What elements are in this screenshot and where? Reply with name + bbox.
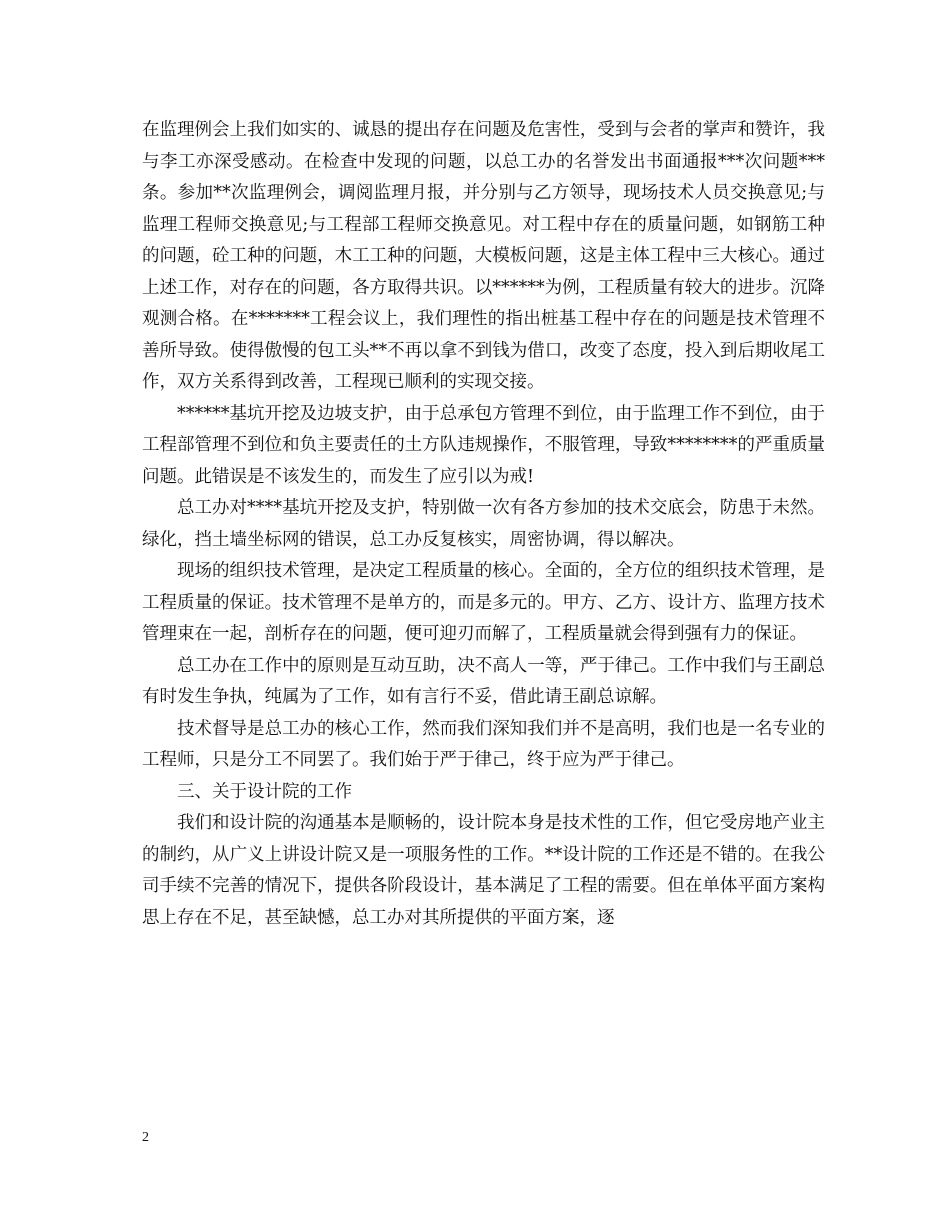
- paragraph-4: 现场的组织技术管理，是决定工程质量的核心。全面的，全方位的组织技术管理，是工程质量的保证。技术管理不是单方的，而是多元的。甲方、乙方、设计方、监理方技术管理束在一起，剖析存在的问题，便可迎刃而解了，工程质量就会得到强有力的保证。: [142, 561, 825, 644]
- paragraph-5: 总工办在工作中的原则是互动互助，决不高人一等，严于律己。工作中我们与王副总有时发生争执，纯属为了工作，如有言行不妥，借此请王副总谅解。: [142, 655, 825, 707]
- section-heading: 三、关于设计院的工作: [177, 781, 352, 802]
- paragraph-1: 在监理例会上我们如实的、诚恳的提出存在问题及危害性，受到与会者的掌声和赞许，我与李工亦深受感动。在检查中发现的问题，以总工办的名誉发出书面通报***次问题***条。参加**次监理例会，调阅监理月报，并分别与乙方领导，现场技术人员交换意见;与监理工程师交换意见;与工程部工程师交换意见。对工程中存在的质量问题，如钢筋工种的问题，砼工种的问题，木工工种的问题，大模板问题，这是主体工程中三大核心。通过上述工作，对存在的问题，各方取得共识。以******为例，工程质量有较大的进步。沉降观测合格。在*******工程会议上，我们理性的指出桩基工程中存在的问题是技术管理不善所导致。使得傲慢的包工头**不再以拿不到钱为借口，改变了态度，投入到后期收尾工作，双方关系得到改善，工程现已顺利的实现交接。: [142, 120, 825, 392]
- paragraph-3: 总工办对****基坑开挖及支护，特别做一次有各方参加的技术交底会，防患于未然。绿化，挡土墙坐标网的错误，总工办反复核实，周密协调，得以解决。: [142, 498, 825, 550]
- page-number: 2: [142, 1130, 149, 1145]
- paragraph-6: 技术督导是总工办的核心工作，然而我们深知我们并不是高明，我们也是一名专业的工程师，只是分工不同罢了。我们始于严于律己，终于应为严于律己。: [142, 718, 825, 770]
- paragraph-2: ******基坑开挖及边坡支护，由于总承包方管理不到位，由于监理工作不到位，由于工程部管理不到位和负主要责任的土方队违规操作，不服管理，导致********的严重质量问题。此错误是不该发生的，而发生了应引以为戒!: [142, 403, 825, 487]
- document-body: [142, 115, 825, 934]
- paragraph-7: 我们和设计院的沟通基本是顺畅的，设计院本身是技术性的工作，但它受房地产业主的制约，从广义上讲设计院又是一项服务性的工作。**设计院的工作还是不错的。在我公司手续不完善的情况下，提供各阶段设计，基本满足了工程的需要。但在单体平面方案构思上存在不足，甚至缺憾，总工办对其所提供的平面方案，逐: [142, 813, 825, 928]
